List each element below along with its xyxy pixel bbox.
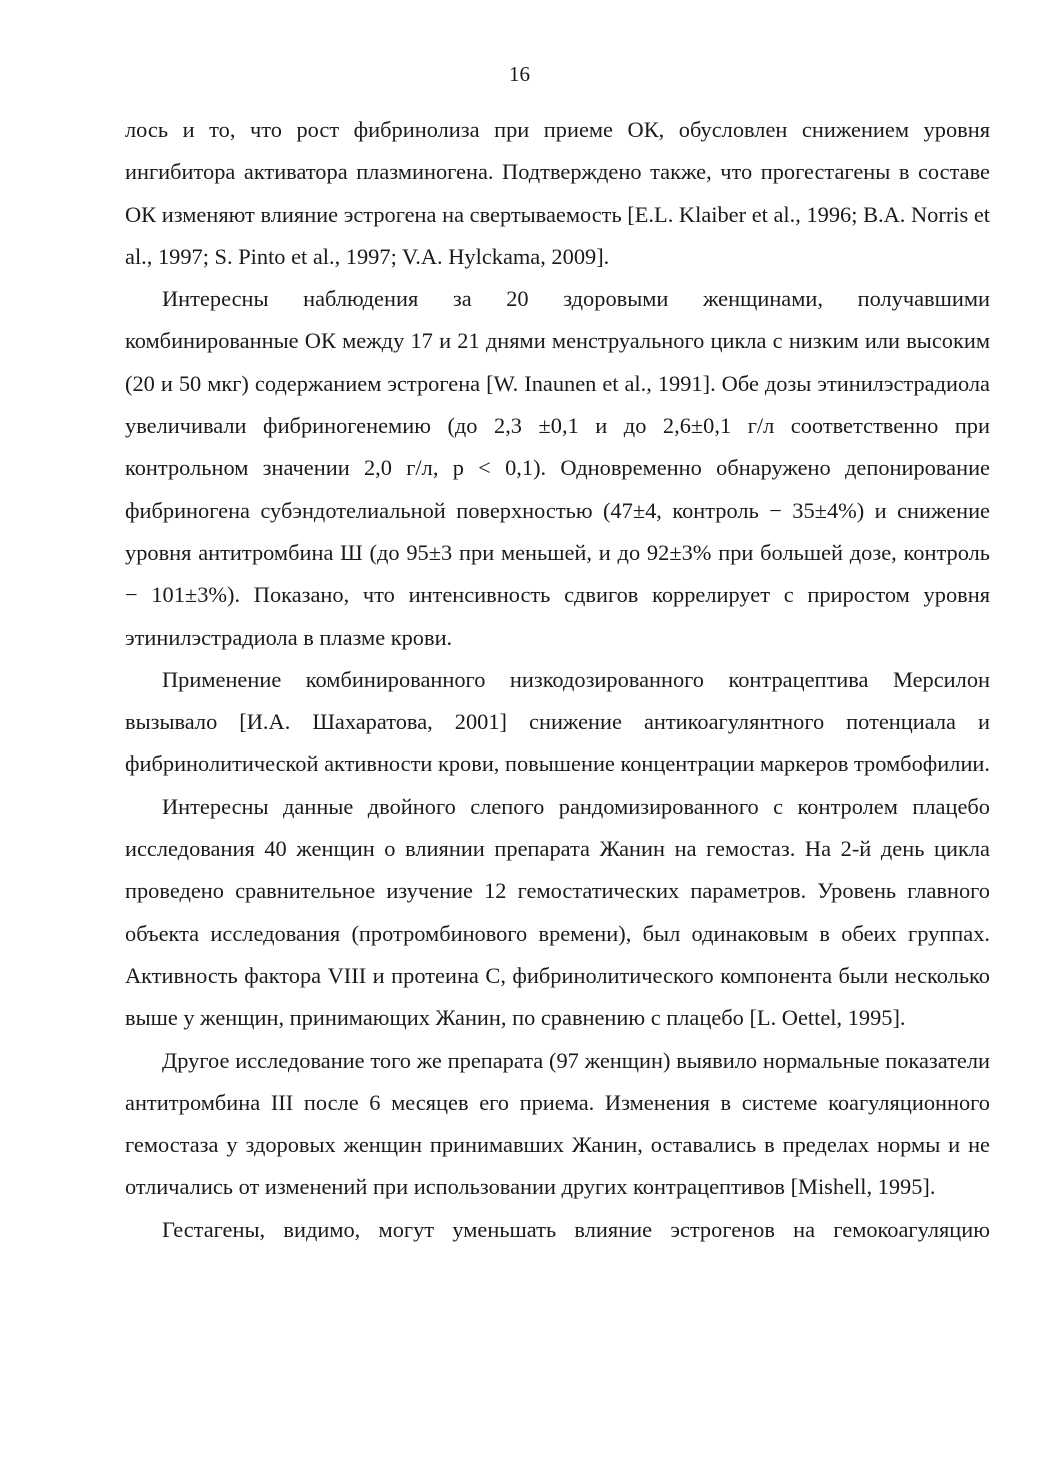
page-number: 16 [509, 62, 530, 86]
paragraph-continuation: лось и то, что рост фибринолиза при приеме ОК, обусловлен снижением уровня ингибитора активатора плазминогена. Подтверждено также, что прогестагены в составе ОК изменяют влияние эстрогена на свертываемость [E.L. Klaiber et al., 1996; B.A. Norris et al., 1997; S. Pinto et al., 1997; V.A. Hylckama, 2009]. [125, 117, 990, 269]
paragraph: Другое исследование того же препарата (97 женщин) выявило нормальные показатели антитромбина III после 6 месяцев его приема. Изменения в системе коагуляционного гемостаза у здоровых женщин принимавших Жанин, оставались в пределах нормы и не отличались от изменений при использовании других контрацептивов [Mishell, 1995]. [125, 1047, 990, 1200]
paragraph-partial: Гестагены, видимо, могут уменьшать влияние эстрогенов на гемокоагуляцию [162, 1216, 990, 1242]
body-text [125, 109, 990, 1251]
paragraph: Применение комбинированного низкодозированного контрацептива Мерсилон вызывало [И.А. Шахаратова, 2001] снижение антикоагулянтного потенциала и фибринолитической активности крови, повышение концентрации маркеров тромбофилии. [125, 666, 991, 777]
paragraph: Интересны наблюдения за 20 здоровыми женщинами, получавшими комбинированные ОК между 17 и 21 днями менструального цикла с низким или высоким (20 и 50 мкг) содержанием эстрогена [W. Inaunen et al., 1991]. Обе дозы этинилэстрадиола увеличивали фибриногенемию (до 2,3 ±0,1 и до 2,6±0,1 г/л соответственно при контрольном значении 2,0 г/л, p < 0,1). Одновременно обнаружено депонирование фибриногена субэндотелиальной поверхностью (47±4, контроль − 35±4%) и снижение уровня антитромбина Ш (до 95±3 при меньшей, и до 92±3% при большей дозе, контроль − 101±3%). Показано, что интенсивность сдвигов коррелирует с приростом уровня этинилэстрадиола в плазме крови. [125, 286, 990, 650]
paragraph: Интересны данные двойного слепого рандомизированного с контролем плацебо исследования 40 женщин о влиянии препарата Жанин на гемостаз. На 2-й день цикла проведено сравнительное изучение 12 гемостатических параметров. Уровень главного объекта исследования (протромбинового времени), был одинаковым в обеих группах. Активность фактора VIII и протеина С, фибринолитического компонента были несколько выше у женщин, принимающих Жанин, по сравнению с плацебо [L. Oettel, 1995]. [125, 793, 990, 1031]
